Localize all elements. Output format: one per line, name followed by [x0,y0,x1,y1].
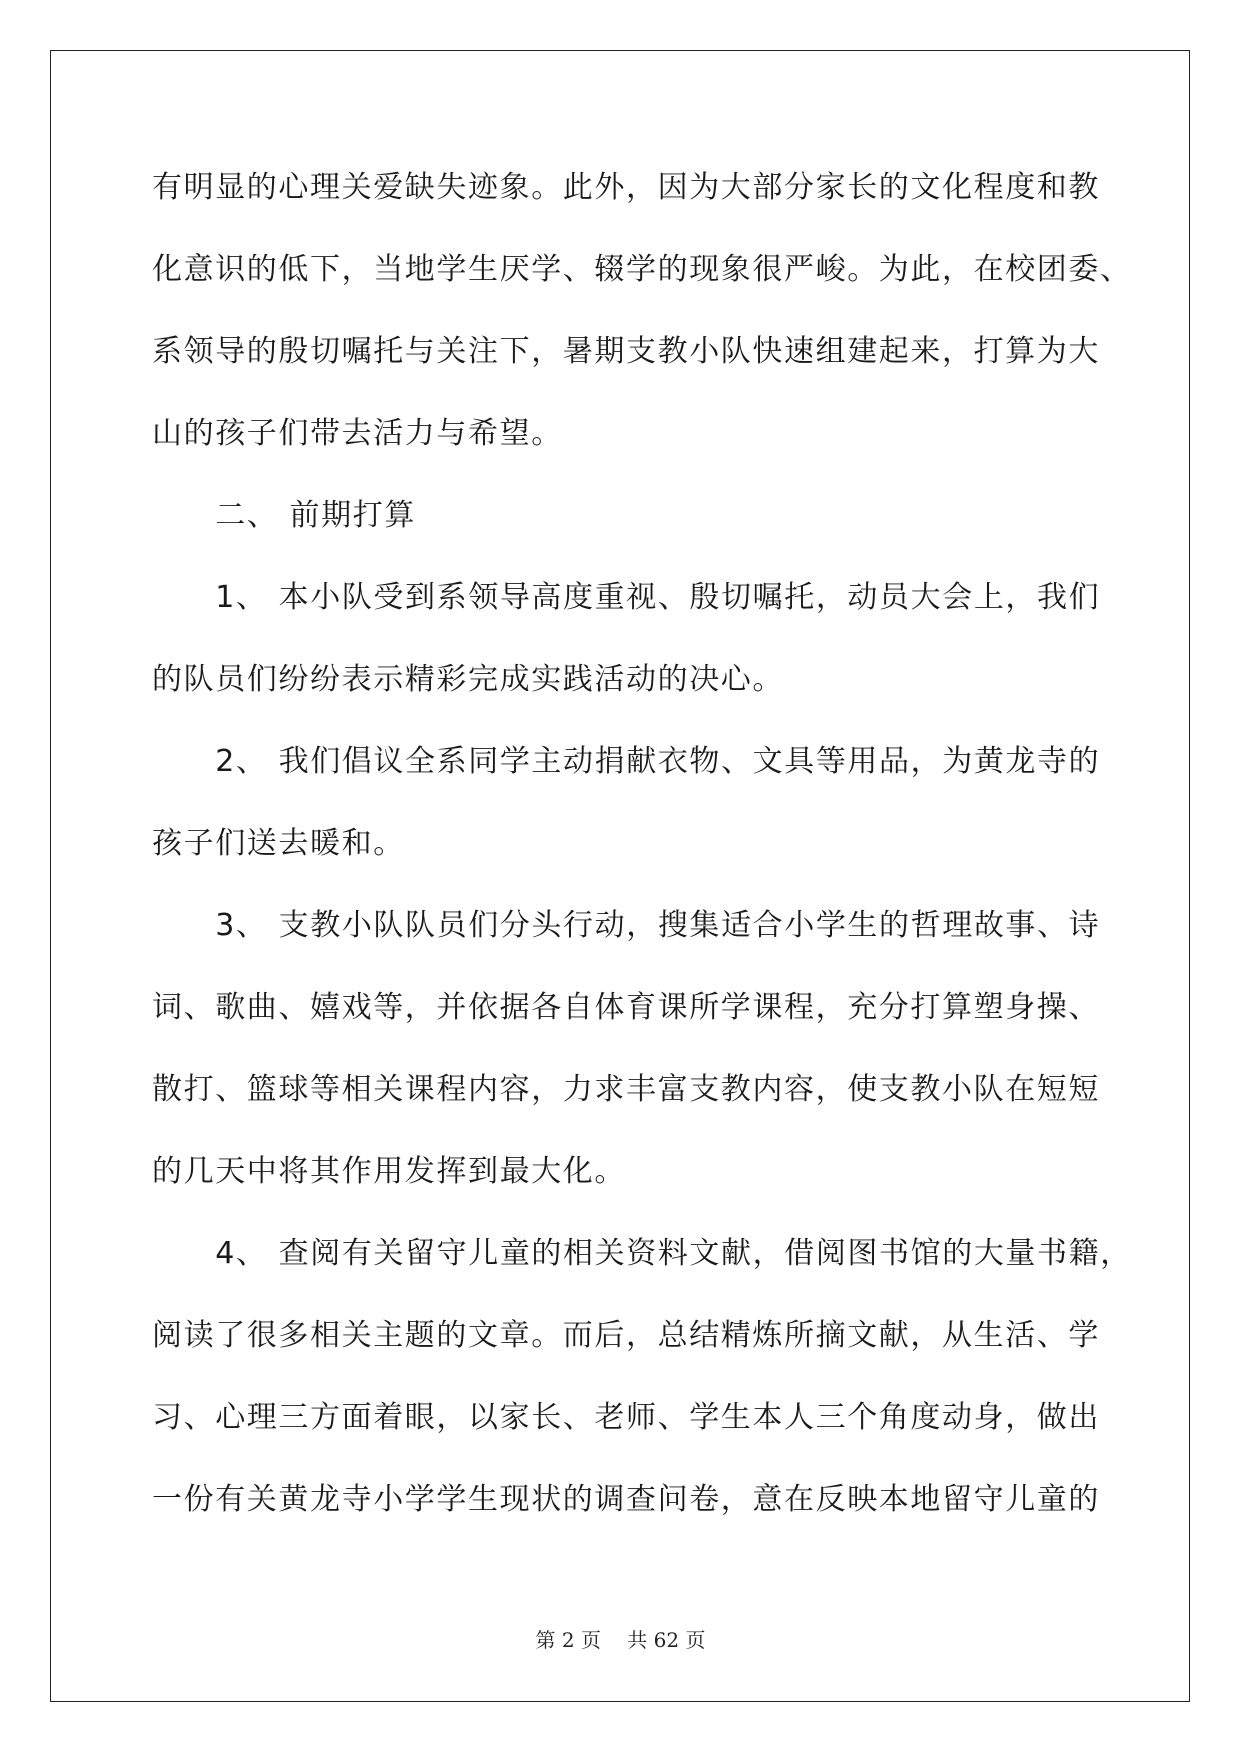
text-line: 化意识的低下，当地学生厌学、辍学的现象很严峻。为此，在校团委、 [152,252,1132,287]
text-line: 的队员们纷纷表示精彩完成实践活动的决心。 [152,662,784,697]
text-line: 词、歌曲、嬉戏等，并依据各自体育课所学课程，充分打算塑身操、 [152,990,1100,1025]
section-heading: 二、 前期打算 [152,498,416,533]
text-line: 山的孩子们带去活力与希望。 [152,416,563,451]
text-line: 有明显的心理关爱缺失迹象。此外，因为大部分家长的文化程度和教 [152,170,1100,205]
text-line: 系领导的殷切嘱托与关注下，暑期支教小队快速组建起来，打算为大 [152,334,1100,369]
text-line: 一份有关黄龙寺小学学生现状的调查问卷，意在反映本地留守儿童的 [152,1482,1100,1517]
text-line: 习、心理三方面着眼，以家长、老师、学生本人三个角度动身，做出 [152,1400,1100,1435]
text-line: 2、 我们倡议全系同学主动捐献衣物、文具等用品，为黄龙寺的 [152,744,1101,779]
text-line: 3、 支教小队队员们分头行动，搜集适合小学生的哲理故事、诗 [152,908,1101,943]
text-line: 孩子们送去暖和。 [152,826,405,861]
text-line: 的几天中将其作用发挥到最大化。 [152,1154,626,1189]
text-line: 阅读了很多相关主题的文章。而后，总结精炼所摘文献，从生活、学 [152,1318,1100,1353]
document-body [152,162,1132,1556]
text-line: 4、 查阅有关留守儿童的相关资料文献，借阅图书馆的大量书籍， [152,1236,1132,1271]
text-line: 1、 本小队受到系领导高度重视、殷切嘱托，动员大会上，我们 [152,580,1101,615]
page-number-footer: 第 2 页 共 62 页 [535,1628,706,1652]
text-line: 散打、篮球等相关课程内容，力求丰富支教内容，使支教小队在短短 [152,1072,1100,1107]
